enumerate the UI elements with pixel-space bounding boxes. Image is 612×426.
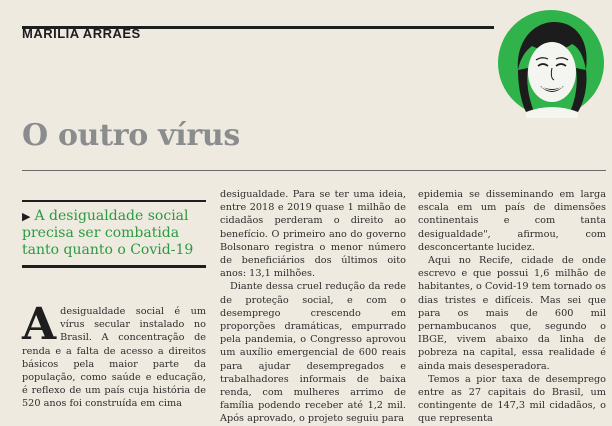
pull-quote-text: A desigualdade social precisa ser combatida tanto quanto o Covid-19 (22, 208, 194, 258)
article-paragraph: Adesigualdade social é um vírus secular instalado no Brasil. A concentração de renda e a falta de acesso a direitos básicos pela maior parte da população, como saúde e educação, é reflexo de um país cuja história de 520 anos foi construída em cima (22, 299, 206, 410)
article-column-1 (22, 299, 206, 411)
article-paragraph: Aqui no Recife, cidade de onde escrevo e que possui 1,6 milhão de habitantes, o Covid-19 tem tornado os dias tristes e difíceis. Mas sei que para os mais de 600 mil pernambucanos que, segundo o IBGE, vivem abaixo da linha de pobreza na capital, essa realidade é ainda mais desesperadora. (418, 255, 606, 372)
article-title: O outro vírus (22, 118, 240, 153)
article-paragraph: epidemia se disseminando em larga escala em um país de dimensões continentais e com tanta desigualdade", afirmou, com desconcertante lucidez. (418, 189, 606, 253)
title-divider (22, 170, 606, 171)
pull-quote-top-rule (22, 200, 206, 202)
author-name: MARÍLIA ARRAES (22, 26, 141, 41)
drop-cap: A (22, 299, 57, 350)
article-column-3 (418, 188, 606, 426)
pull-quote-bottom-rule (22, 265, 206, 268)
article-column-2 (220, 188, 406, 426)
play-arrow-icon: ▶ (22, 210, 31, 223)
pull-quote (22, 200, 206, 259)
article-paragraph: Temos a pior taxa de desemprego entre as 27 capitais do Brasil, um contingente de 147,3 mil cidadãos, o que representa (418, 373, 606, 425)
article-paragraph: Diante dessa cruel redução da rede de proteção social, e com o desemprego crescendo em proporções dramáticas, empurrado pela pandemia, o Congresso aprovou um auxílio emergencial de 600 reais para ajudar desempregados e trabalhadores informais de baixa renda, com mulheres arrimo de família podendo receber até 1,2 mil. Após aprovado, o projeto seguiu para (220, 281, 406, 425)
article-paragraph: desigualdade. Para se ter uma ideia, entre 2018 e 2019 quase 1 milhão de cidadãos perderam o direito ao benefício. O primeiro ano do governo Bolsonaro registra o menor número de beneficiários dos últimos oito anos: 13,1 milhões. (220, 189, 406, 280)
author-portrait-illustration (496, 8, 606, 118)
